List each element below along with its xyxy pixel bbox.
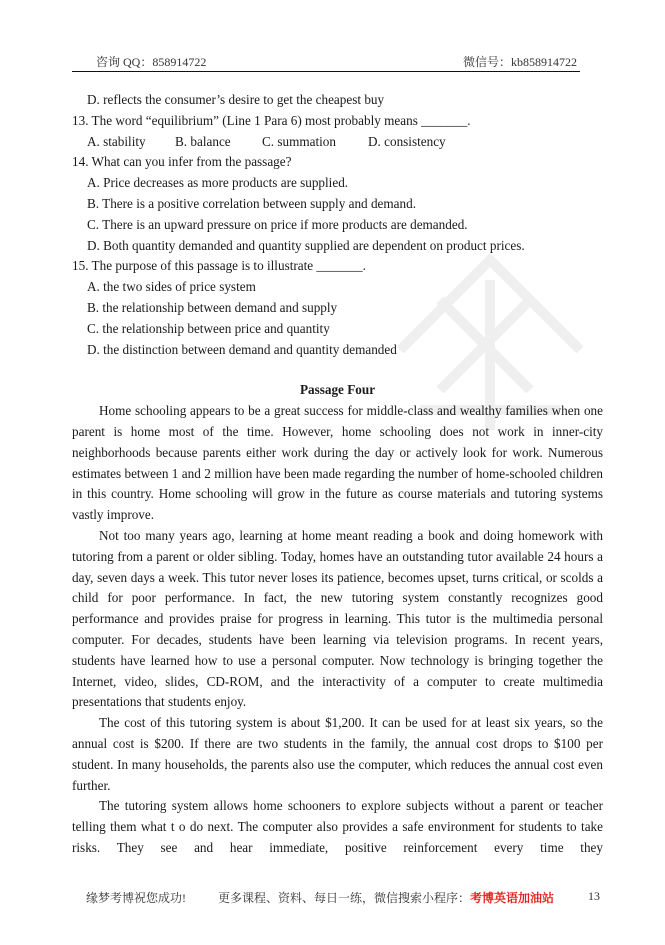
q15-option-c: C. the relationship between price and quantity [87,320,330,336]
passage-paragraph: The tutoring system allows home schooners to explore subjects without a parent or teacher telling them what t o do next. The computer also provides a safe environment for students to take risks. They see and hear immediate, positive reinforcement every time they [72,798,603,855]
page-header [72,51,580,72]
passage-paragraph: The cost of this tutoring system is about $1,200. It can be used for at least six years, so the annual cost is $200. If there are two students in the family, the annual cost drops to $100 per student. In many households, the parents also use the computer, which reduces the annual cost even further. [72,715,603,793]
footer-mini-program-name: 考博英语加油站 [470,891,555,905]
q15-stem: 15. The purpose of this passage is to illustrate _______. [72,258,366,274]
q14-stem: 14. What can you infer from the passage? [72,154,292,170]
q12-option-d: D. reflects the consumer’s desire to get the cheapest buy [87,92,385,107]
q15-option-a: A. the two sides of price system [87,279,256,295]
footer-promo [218,889,554,906]
page-footer [86,889,606,907]
q14-option-c: C. There is an upward pressure on price if more products are demanded. [87,216,468,232]
q14-option-b: B. There is a positive correlation between supply and demand. [87,195,416,211]
passage-paragraph: Not too many years ago, learning at home meant reading a book and doing homework with tutoring from a parent or older sibling. Today, homes have an outstanding tutor available 24 hours a day, seven days a week. This tutor never loses its patience, becomes upset, turns critical, or scolds a child for poor performance. In fact, the new tutoring system constantly recognizes good performance and provides praise for progress in learning. This tutor is the multimedia personal computer. For decades, students have been learning via television programs. In recent years, students have learned how to use a personal computer. Now technology is bringing together the Internet, video, slides, CD-ROM, and the interactivity of a computer to create multimedia presentations that students enjoy. [72,527,603,710]
q13-option-c: C. summation [262,133,336,149]
q14-option-d: D. Both quantity demanded and quantity supplied are dependent on product prices. [87,237,525,253]
q15-option-b: B. the relationship between demand and supply [87,299,338,315]
q13-stem: 13. The word “equilibrium” (Line 1 Para 6) most probably means _______. [72,112,471,128]
q13-option-d: D. consistency [368,133,446,149]
q13-option-a: A. stability [87,133,146,149]
footer-slogan: 缘梦考博祝您成功! [86,891,186,905]
footer-promo-text: 更多课程、资料、每日一练，微信搜索小程序： [218,891,471,905]
page-number: 13 [588,889,600,903]
q14-option-a: A. Price decreases as more products are supplied. [87,175,349,191]
passage-title: Passage Four [299,382,376,398]
q13-option-b: B. balance [175,133,231,149]
header-qq-contact: 咨询 QQ：858914722 [96,55,207,69]
q15-option-d: D. the distinction between demand and quantity demanded [87,341,397,357]
q13-options [72,132,603,153]
header-wechat-contact: 微信号：kb858914722 [462,55,577,69]
passage-paragraph: Home schooling appears to be a great success for middle-class and wealthy families when one parent is home most of the time. However, home schooling does not work in inner-city neighborhoods because parents either work during the day or actively look for work. Numerous estimates between 1 and 2 million have been made regarding the number of home-schooled children in this country. Home schooling will grow in the future as course materials and tutoring systems vastly improve. [72,403,603,523]
page-content [72,90,603,859]
